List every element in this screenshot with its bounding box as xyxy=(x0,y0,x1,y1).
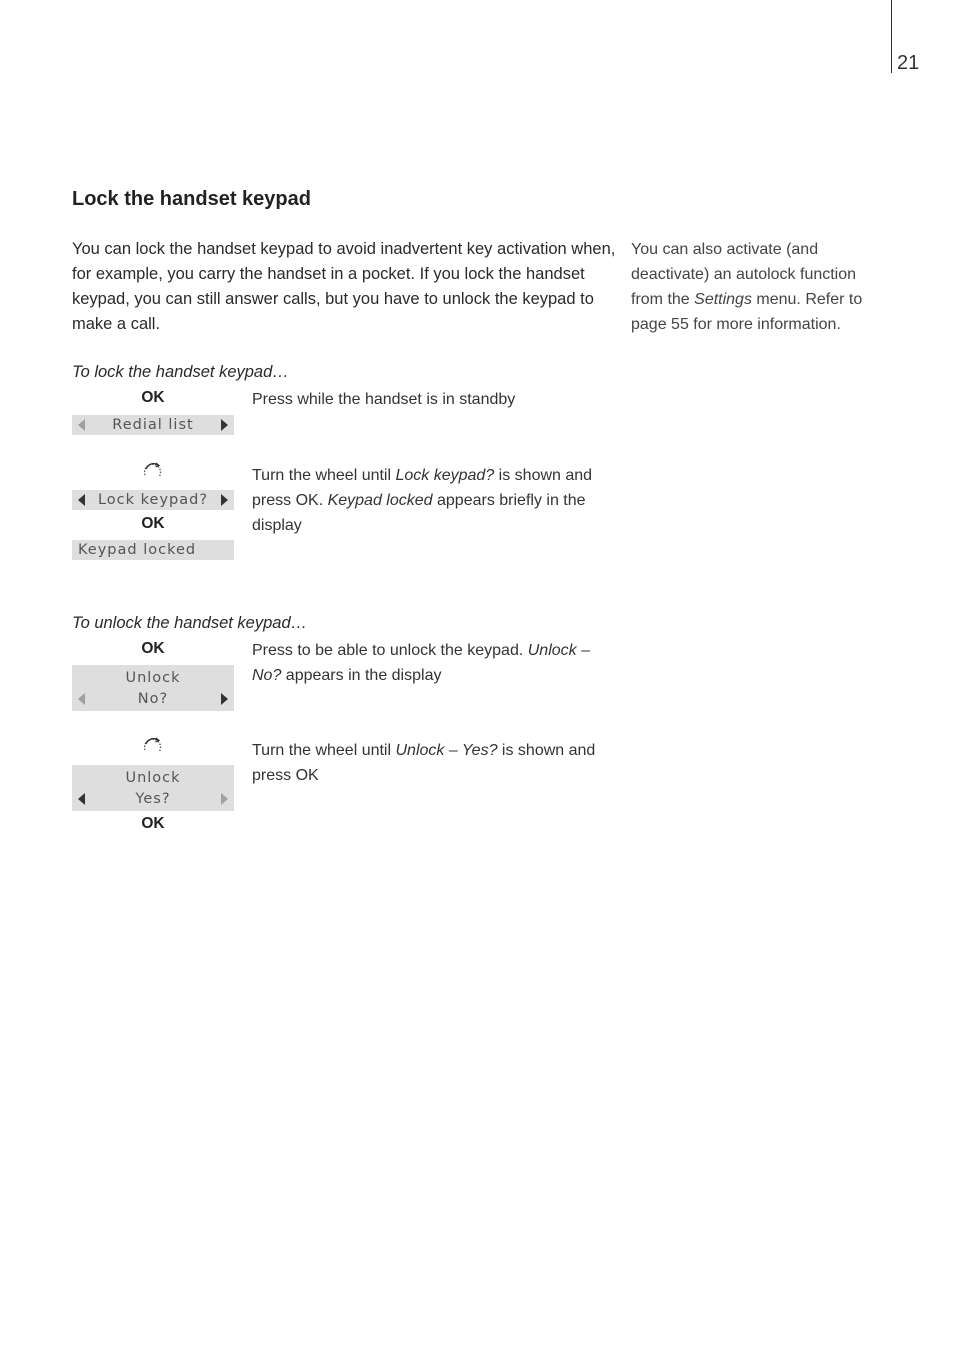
display-text: Lock keypad? xyxy=(97,492,209,508)
side-note-text-1: You can also activate (and deactivate) an autolock function from the xyxy=(631,241,857,308)
text: Turn the wheel until xyxy=(252,467,396,484)
display-redial-list xyxy=(72,415,234,435)
page-rule xyxy=(891,0,892,73)
section-heading: Lock the handset keypad xyxy=(72,188,311,210)
text-italic: Unlock – No? xyxy=(252,642,590,684)
right-arrow-icon xyxy=(221,494,228,506)
side-note-text-2: menu. Refer to page 55 for more information. xyxy=(631,291,863,333)
ok-button-label: OK xyxy=(141,389,165,406)
ok-button-label: OK xyxy=(141,815,165,832)
display-text: Unlock xyxy=(125,669,181,686)
display-text: Keypad locked xyxy=(78,542,197,558)
display-row xyxy=(78,791,228,807)
text: Press to be able to unlock the keypad. xyxy=(252,642,528,659)
unlock-step2-description xyxy=(252,738,612,788)
intro-paragraph: You can lock the handset keypad to avoid inadvertent key activation when, for example, you carry the handset in a pocket. If you lock the handset keypad, you can still answer calls, but you have to unlock the keypad to make a call. xyxy=(72,240,616,333)
right-arrow-icon xyxy=(221,419,228,431)
right-arrow-icon xyxy=(221,693,228,705)
page-number: 21 xyxy=(897,52,920,74)
display-unlock-no xyxy=(72,665,234,711)
side-note-settings: Settings xyxy=(694,291,752,308)
display-keypad-locked xyxy=(72,540,234,560)
ok-button-label: OK xyxy=(141,515,165,532)
display-text: Yes? xyxy=(135,790,171,807)
display-text: No? xyxy=(137,690,169,707)
left-arrow-icon xyxy=(78,494,85,506)
display-unlock-yes xyxy=(72,765,234,811)
text: Turn the wheel until xyxy=(252,742,396,759)
left-arrow-icon xyxy=(78,793,85,805)
display-text: Redial list xyxy=(112,417,194,433)
text: appears in the display xyxy=(281,667,442,684)
ok-button-label: OK xyxy=(141,640,165,657)
display-text: Unlock xyxy=(125,769,181,786)
left-arrow-icon xyxy=(78,693,85,705)
text: appears briefly in the display xyxy=(252,492,586,534)
lock-step2-description xyxy=(252,463,612,538)
display-lock-keypad xyxy=(72,490,234,510)
lock-subheading: To lock the handset keypad… xyxy=(72,363,289,381)
lock-step1-description: Press while the handset is in standby xyxy=(252,391,516,408)
wheel-icon xyxy=(72,736,234,758)
text: is shown and press OK. xyxy=(252,467,593,509)
display-row xyxy=(78,691,228,707)
text-italic: Unlock – Yes? xyxy=(395,742,498,759)
unlock-step1-description xyxy=(252,638,612,688)
side-note xyxy=(631,237,891,337)
text-italic: Keypad locked xyxy=(327,492,433,509)
right-arrow-icon xyxy=(221,793,228,805)
text-italic: Lock keypad? xyxy=(395,467,495,484)
unlock-subheading: To unlock the handset keypad… xyxy=(72,614,308,632)
left-arrow-icon xyxy=(78,419,85,431)
text: is shown and press OK xyxy=(252,742,596,784)
wheel-icon xyxy=(72,461,234,483)
